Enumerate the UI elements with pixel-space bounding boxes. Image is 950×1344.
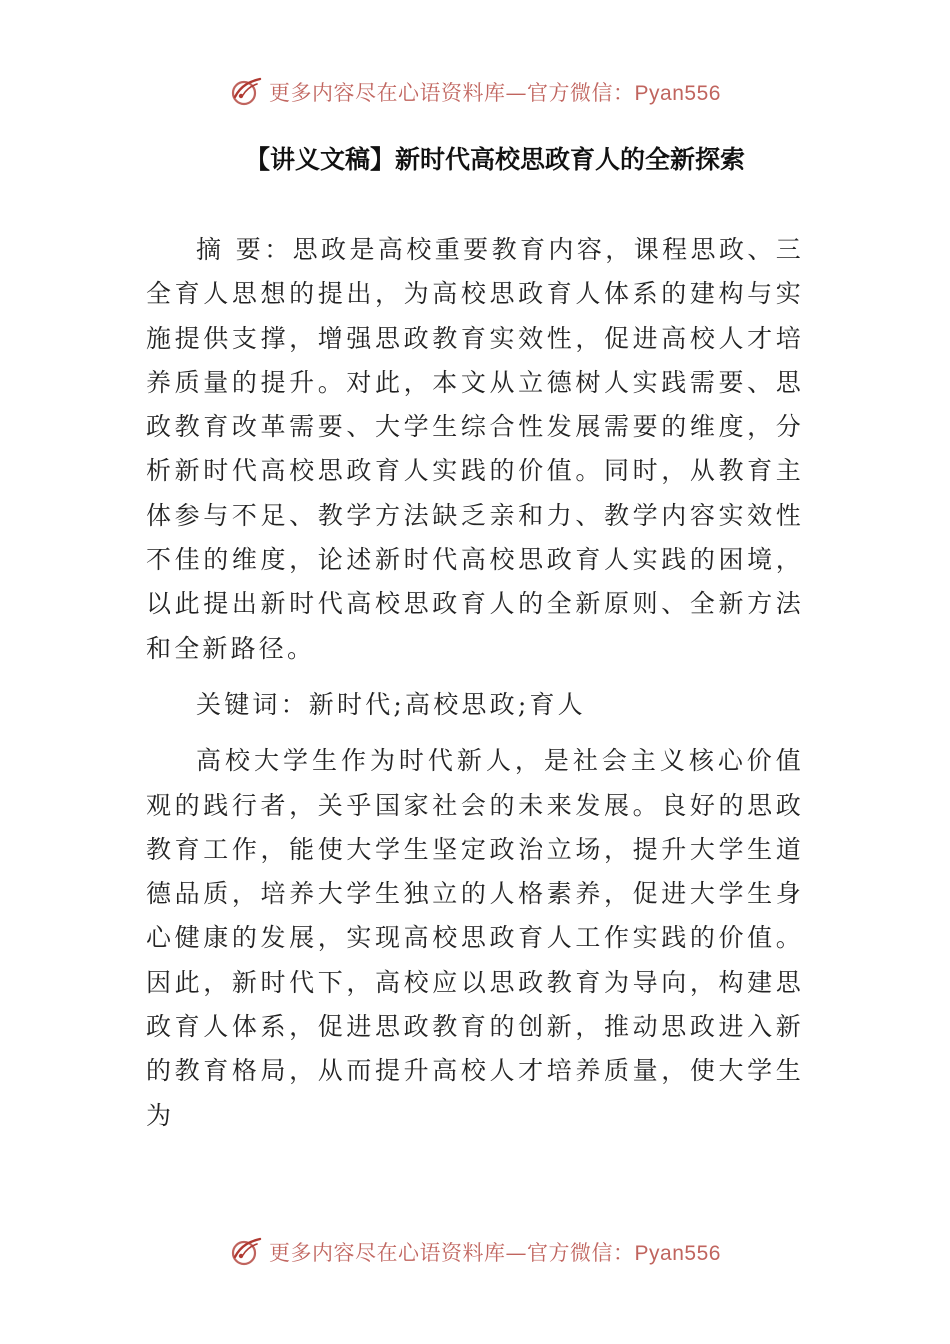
watermark-text: 更多内容尽在心语资料库—官方微信：Pyan556 (269, 81, 721, 105)
keywords-line: 关键词：新时代;高校思政;育人 (196, 689, 586, 719)
red-flourish-logo-icon (229, 75, 263, 109)
document-title: 【讲义文稿】新时代高校思政育人的全新探索 (244, 145, 745, 174)
footer-watermark (0, 1232, 950, 1272)
body-paragraph: 高校大学生作为时代新人，是社会主义核心价值观的践行者，关乎国家社会的未来发展。良好的思政教育工作，能使大学生坚定政治立场，提升大学生道德品质，培养大学生独立的人格素养，促进大学生身心健康的发展，实现高校思政育人工作实践的价值。因此，新时代下，高校应以思政教育为导向，构建思政育人体系，促进思政教育的创新，推动思政进入新的教育格局，从而提升高校人才培养质量，使大学生为 (146, 746, 804, 1130)
document-body (146, 228, 804, 1138)
header-watermark (0, 72, 950, 112)
watermark-text: 更多内容尽在心语资料库—官方微信：Pyan556 (269, 1241, 721, 1265)
abstract-text: 思政是高校重要教育内容，课程思政、三全育人思想的提出，为高校思政育人体系的建构与实施提供支撑，增强思政教育实效性，促进高校人才培养质量的提升。对此，本文从立德树人实践需要、思政教育改革需要、大学生综合性发展需要的维度，分析新时代高校思政育人实践的价值。同时，从教育主体参与不足、教学方法缺乏亲和力、教学内容实效性不佳的维度，论述新时代高校思政育人实践的困境，以此提出新时代高校思政育人的全新原则、全新方法和全新路径。 (146, 235, 804, 663)
abstract-label: 摘 要： (196, 235, 293, 264)
red-flourish-logo-icon (229, 1235, 263, 1269)
wechat-id: Pyan556 (634, 82, 721, 105)
wechat-id: Pyan556 (634, 1242, 721, 1265)
abstract-paragraph (146, 228, 804, 671)
